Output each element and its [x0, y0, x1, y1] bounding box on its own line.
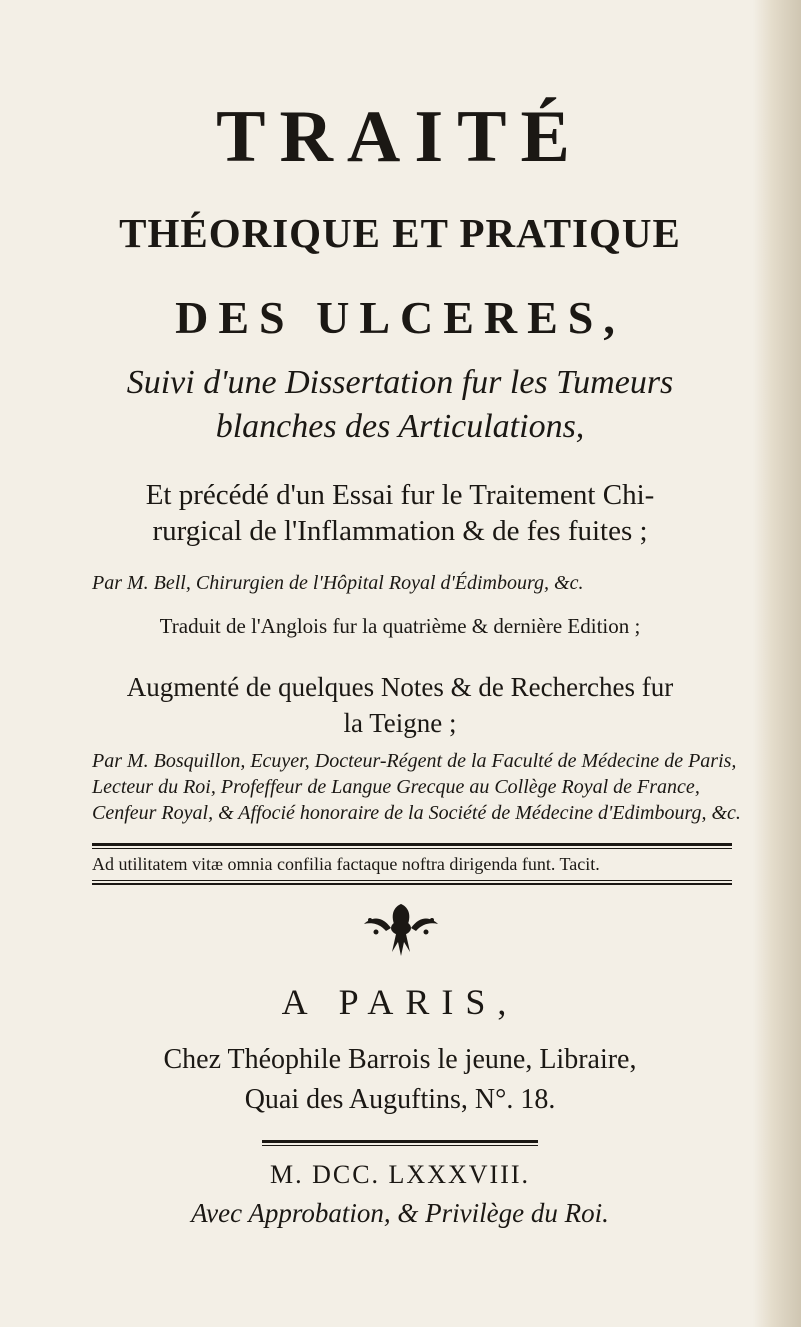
title-line-3: DES ULCERES, — [175, 292, 625, 343]
rule-top-thin — [92, 848, 732, 849]
translation-note: Traduit de l'Anglois fur la quatrième & dernière Edition ; — [159, 614, 641, 638]
imprint-privilege: Avec Approbation, & Privilège du Roi. — [191, 1198, 609, 1228]
imprint-date: M. DCC. LXXXVIII. — [269, 1160, 531, 1189]
essai-line-2: rurgical de l'Inflammation & de fes fuites ; — [152, 515, 648, 547]
rule-imprint-thick — [262, 1140, 538, 1143]
imprint-publisher: Chez Théophile Barrois le jeune, Libraire, — [163, 1044, 637, 1075]
page-edge-shadow — [753, 0, 801, 1327]
subtitle-line-1: Suivi d'une Dissertation fur les Tumeurs — [126, 364, 674, 401]
rule-bottom-thin — [92, 880, 732, 881]
fleuron-ornament-icon — [0, 900, 801, 965]
translator-byline: Par M. Bosquillon, Ecuyer, Docteur-Régent de la Faculté de Médecine de Paris, Lecteur du Roi, Profeffeur de Langue Grecque au Collège Royal de France, Cenfeur Royal, & Affocié honoraire de la Société de Médecine d'Edimbourg, &c. — [92, 750, 741, 824]
essai-line-1: Et précédé d'un Essai fur le Traitement Chi- — [145, 479, 655, 511]
rule-imprint-thin — [262, 1145, 538, 1146]
subtitle-line-2: blanches des Articulations, — [215, 408, 585, 445]
fleuron-ornament-svg — [356, 900, 446, 960]
imprint-city: A PARIS, — [281, 982, 519, 1022]
epigraph: Ad utilitatem vitæ omnia confilia factaque noftra dirigenda funt. Tacit. — [92, 854, 600, 874]
title-line-2: THÉORIQUE ET PRATIQUE — [119, 210, 681, 256]
author-byline: Par M. Bell, Chirurgien de l'Hôpital Royal d'Édimbourg, &c. — [92, 572, 584, 594]
rule-top-thick — [92, 843, 732, 846]
augmented-line-1: Augmenté de quelques Notes & de Recherches fur — [126, 672, 674, 702]
main-title: TRAITÉ — [216, 96, 584, 178]
imprint-address: Quai des Auguftins, N°. 18. — [244, 1084, 556, 1115]
augmented-line-2: la Teigne ; — [343, 708, 457, 738]
rule-bottom-thick — [92, 883, 732, 885]
